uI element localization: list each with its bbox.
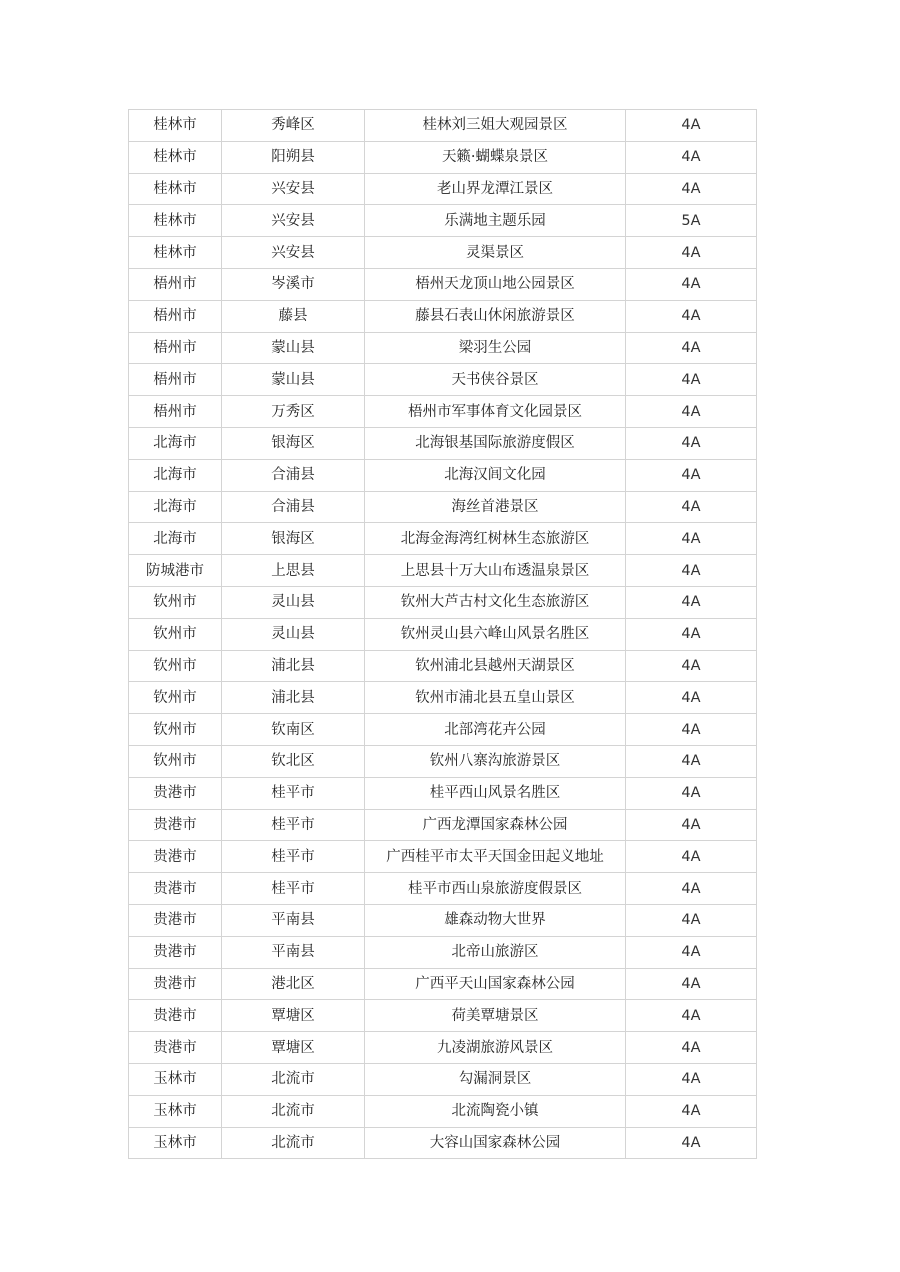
- city-cell: 贵港市: [129, 841, 222, 873]
- table-row: [129, 173, 757, 205]
- scenic-name-cell: 老山界龙潭江景区: [365, 173, 626, 205]
- level-cell: 5A: [626, 205, 757, 237]
- scenic-name-cell: 梧州天龙顶山地公园景区: [365, 268, 626, 300]
- table-row: [129, 650, 757, 682]
- scenic-name-cell: 雄森动物大世界: [365, 904, 626, 936]
- table-row: [129, 841, 757, 873]
- district-cell: 秀峰区: [222, 110, 365, 142]
- city-cell: 钦州市: [129, 618, 222, 650]
- level-cell: 4A: [626, 682, 757, 714]
- city-cell: 钦州市: [129, 650, 222, 682]
- city-cell: 桂林市: [129, 237, 222, 269]
- scenic-name-cell: 大容山国家森林公园: [365, 1127, 626, 1159]
- city-cell: 北海市: [129, 523, 222, 555]
- table-row: [129, 555, 757, 587]
- table-row: [129, 1032, 757, 1064]
- district-cell: 万秀区: [222, 396, 365, 428]
- table-row: [129, 1063, 757, 1095]
- table-row: [129, 110, 757, 142]
- city-cell: 贵港市: [129, 777, 222, 809]
- level-cell: 4A: [626, 777, 757, 809]
- level-cell: 4A: [626, 714, 757, 746]
- scenic-name-cell: 北流陶瓷小镇: [365, 1095, 626, 1127]
- level-cell: 4A: [626, 1000, 757, 1032]
- district-cell: 北流市: [222, 1127, 365, 1159]
- scenic-name-cell: 勾漏洞景区: [365, 1063, 626, 1095]
- city-cell: 钦州市: [129, 682, 222, 714]
- table-row: [129, 936, 757, 968]
- city-cell: 玉林市: [129, 1063, 222, 1095]
- district-cell: 钦南区: [222, 714, 365, 746]
- district-cell: 银海区: [222, 427, 365, 459]
- level-cell: 4A: [626, 841, 757, 873]
- scenic-name-cell: 广西龙潭国家森林公园: [365, 809, 626, 841]
- level-cell: 4A: [626, 809, 757, 841]
- table-body: [129, 110, 757, 1159]
- district-cell: 覃塘区: [222, 1032, 365, 1064]
- district-cell: 兴安县: [222, 205, 365, 237]
- city-cell: 钦州市: [129, 586, 222, 618]
- district-cell: 蒙山县: [222, 332, 365, 364]
- district-cell: 桂平市: [222, 841, 365, 873]
- scenic-name-cell: 钦州大芦古村文化生态旅游区: [365, 586, 626, 618]
- city-cell: 梧州市: [129, 332, 222, 364]
- scenic-name-cell: 广西桂平市太平天国金田起义地址: [365, 841, 626, 873]
- scenic-name-cell: 乐满地主题乐园: [365, 205, 626, 237]
- level-cell: 4A: [626, 586, 757, 618]
- district-cell: 桂平市: [222, 873, 365, 905]
- level-cell: 4A: [626, 523, 757, 555]
- table-row: [129, 714, 757, 746]
- table-row: [129, 745, 757, 777]
- city-cell: 钦州市: [129, 714, 222, 746]
- table-row: [129, 427, 757, 459]
- level-cell: 4A: [626, 968, 757, 1000]
- level-cell: 4A: [626, 427, 757, 459]
- city-cell: 北海市: [129, 427, 222, 459]
- city-cell: 玉林市: [129, 1127, 222, 1159]
- city-cell: 梧州市: [129, 364, 222, 396]
- table-row: [129, 205, 757, 237]
- level-cell: 4A: [626, 110, 757, 142]
- city-cell: 桂林市: [129, 173, 222, 205]
- level-cell: 4A: [626, 745, 757, 777]
- city-cell: 梧州市: [129, 396, 222, 428]
- table-row: [129, 968, 757, 1000]
- city-cell: 钦州市: [129, 745, 222, 777]
- table-row: [129, 332, 757, 364]
- table-row: [129, 268, 757, 300]
- scenic-name-cell: 藤县石表山休闲旅游景区: [365, 300, 626, 332]
- city-cell: 贵港市: [129, 904, 222, 936]
- city-cell: 贵港市: [129, 1032, 222, 1064]
- scenic-name-cell: 桂平西山风景名胜区: [365, 777, 626, 809]
- table-row: [129, 396, 757, 428]
- district-cell: 浦北县: [222, 650, 365, 682]
- level-cell: 4A: [626, 650, 757, 682]
- scenic-name-cell: 天书侠谷景区: [365, 364, 626, 396]
- level-cell: 4A: [626, 237, 757, 269]
- table-row: [129, 364, 757, 396]
- table-row: [129, 809, 757, 841]
- scenic-name-cell: 北海银基国际旅游度假区: [365, 427, 626, 459]
- level-cell: 4A: [626, 332, 757, 364]
- table-row: [129, 618, 757, 650]
- table-row: [129, 459, 757, 491]
- district-cell: 合浦县: [222, 491, 365, 523]
- scenic-name-cell: 钦州灵山县六峰山风景名胜区: [365, 618, 626, 650]
- level-cell: 4A: [626, 300, 757, 332]
- level-cell: 4A: [626, 396, 757, 428]
- district-cell: 浦北县: [222, 682, 365, 714]
- scenic-name-cell: 北海金海湾红树林生态旅游区: [365, 523, 626, 555]
- district-cell: 阳朔县: [222, 141, 365, 173]
- scenic-name-cell: 梧州市军事体育文化园景区: [365, 396, 626, 428]
- scenic-name-cell: 钦州浦北县越州天湖景区: [365, 650, 626, 682]
- district-cell: 桂平市: [222, 777, 365, 809]
- table-row: [129, 141, 757, 173]
- district-cell: 蒙山县: [222, 364, 365, 396]
- scenic-name-cell: 钦州市浦北县五皇山景区: [365, 682, 626, 714]
- district-cell: 兴安县: [222, 173, 365, 205]
- district-cell: 灵山县: [222, 618, 365, 650]
- scenic-name-cell: 荷美覃塘景区: [365, 1000, 626, 1032]
- district-cell: 上思县: [222, 555, 365, 587]
- district-cell: 桂平市: [222, 809, 365, 841]
- table-row: [129, 1127, 757, 1159]
- city-cell: 桂林市: [129, 141, 222, 173]
- scenic-name-cell: 灵渠景区: [365, 237, 626, 269]
- district-cell: 平南县: [222, 936, 365, 968]
- district-cell: 灵山县: [222, 586, 365, 618]
- table-row: [129, 873, 757, 905]
- scenic-name-cell: 广西平天山国家森林公园: [365, 968, 626, 1000]
- table-row: [129, 237, 757, 269]
- table-row: [129, 1000, 757, 1032]
- district-cell: 钦北区: [222, 745, 365, 777]
- level-cell: 4A: [626, 1032, 757, 1064]
- scenic-name-cell: 桂林刘三姐大观园景区: [365, 110, 626, 142]
- district-cell: 岑溪市: [222, 268, 365, 300]
- level-cell: 4A: [626, 618, 757, 650]
- level-cell: 4A: [626, 268, 757, 300]
- city-cell: 防城港市: [129, 555, 222, 587]
- city-cell: 梧州市: [129, 300, 222, 332]
- level-cell: 4A: [626, 873, 757, 905]
- district-cell: 港北区: [222, 968, 365, 1000]
- level-cell: 4A: [626, 1127, 757, 1159]
- scenic-name-cell: 天籁·蝴蝶泉景区: [365, 141, 626, 173]
- city-cell: 北海市: [129, 491, 222, 523]
- level-cell: 4A: [626, 173, 757, 205]
- table-row: [129, 904, 757, 936]
- scenic-name-cell: 桂平市西山泉旅游度假景区: [365, 873, 626, 905]
- scenic-name-cell: 北海汉闾文化园: [365, 459, 626, 491]
- city-cell: 梧州市: [129, 268, 222, 300]
- table-row: [129, 682, 757, 714]
- scenic-name-cell: 北帝山旅游区: [365, 936, 626, 968]
- level-cell: 4A: [626, 1063, 757, 1095]
- district-cell: 藤县: [222, 300, 365, 332]
- city-cell: 贵港市: [129, 968, 222, 1000]
- district-cell: 兴安县: [222, 237, 365, 269]
- scenic-name-cell: 九凌湖旅游风景区: [365, 1032, 626, 1064]
- table-row: [129, 777, 757, 809]
- scenic-name-cell: 钦州八寨沟旅游景区: [365, 745, 626, 777]
- table-row: [129, 586, 757, 618]
- level-cell: 4A: [626, 904, 757, 936]
- level-cell: 4A: [626, 459, 757, 491]
- level-cell: 4A: [626, 936, 757, 968]
- level-cell: 4A: [626, 491, 757, 523]
- city-cell: 贵港市: [129, 936, 222, 968]
- level-cell: 4A: [626, 1095, 757, 1127]
- scenic-spot-table: [128, 109, 757, 1159]
- district-cell: 覃塘区: [222, 1000, 365, 1032]
- city-cell: 桂林市: [129, 205, 222, 237]
- district-cell: 北流市: [222, 1095, 365, 1127]
- table-row: [129, 523, 757, 555]
- scenic-name-cell: 北部湾花卉公园: [365, 714, 626, 746]
- scenic-name-cell: 上思县十万大山布透温泉景区: [365, 555, 626, 587]
- city-cell: 北海市: [129, 459, 222, 491]
- district-cell: 北流市: [222, 1063, 365, 1095]
- scenic-name-cell: 梁羽生公园: [365, 332, 626, 364]
- district-cell: 平南县: [222, 904, 365, 936]
- table-row: [129, 1095, 757, 1127]
- city-cell: 玉林市: [129, 1095, 222, 1127]
- scenic-name-cell: 海丝首港景区: [365, 491, 626, 523]
- city-cell: 贵港市: [129, 873, 222, 905]
- city-cell: 贵港市: [129, 809, 222, 841]
- level-cell: 4A: [626, 364, 757, 396]
- level-cell: 4A: [626, 141, 757, 173]
- table-row: [129, 491, 757, 523]
- level-cell: 4A: [626, 555, 757, 587]
- district-cell: 银海区: [222, 523, 365, 555]
- district-cell: 合浦县: [222, 459, 365, 491]
- city-cell: 贵港市: [129, 1000, 222, 1032]
- city-cell: 桂林市: [129, 110, 222, 142]
- table-row: [129, 300, 757, 332]
